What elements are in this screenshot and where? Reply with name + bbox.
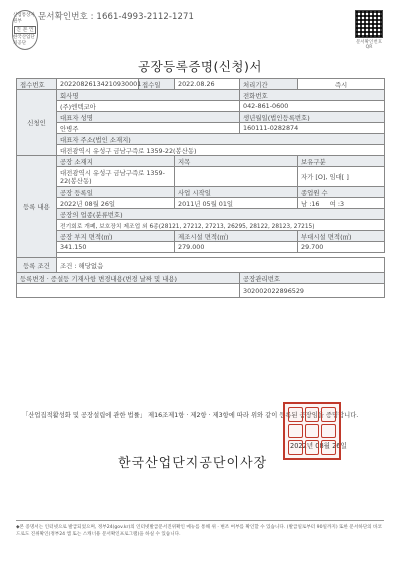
- rep-value: 안병주: [57, 123, 240, 134]
- mfg-area-value: 279.000: [175, 242, 298, 253]
- reg-date-label: 공장 등록일: [57, 187, 175, 198]
- receipt-no-label: 접수번호: [17, 79, 57, 90]
- authenticity-seal: [12, 10, 38, 50]
- company-value: (주)엔텍코아: [57, 101, 240, 112]
- conditions-value: 조건 : 해당없음: [57, 258, 385, 273]
- applicant-section-label: 신청인: [17, 90, 57, 156]
- industry-value: 전기회로 개폐, 보호장치 제조업 외 6종(28121, 27212, 27213, 26295, 28122, 28123, 27215): [57, 220, 385, 231]
- mfg-area-label: 제조시설 면적(㎡): [175, 231, 298, 242]
- doc-verify-number: 문서확인번호 : 1661-4993-2112-1271: [38, 12, 195, 22]
- certification-statement: 「산업집적활성화 및 공장설립에 관한 법률」 제16조제1항 · 제2항 · 제3항에 따라 위와 같이 등록된 공장임을 증명합니다.: [22, 412, 359, 419]
- birth-label: 생년월일(법인등록번호): [240, 112, 385, 123]
- receipt-date-label: 접수일: [139, 79, 175, 90]
- page-title: 공장등록증명(신청)서: [138, 59, 262, 74]
- factory-location-label: 공장 소재지: [57, 156, 175, 167]
- op-date-label: 사업 시작일: [175, 187, 298, 198]
- rep-label: 대표자 성명: [57, 112, 240, 123]
- phone-label: 전화번호: [240, 90, 385, 101]
- mgmt-no-label: 공장관리번호: [240, 273, 385, 284]
- change-value: [17, 284, 240, 298]
- site-area-value: 341.150: [57, 242, 175, 253]
- birth-value: 160111-0282874: [240, 123, 385, 134]
- lot-label: 지목: [175, 156, 298, 167]
- registration-form-table: [16, 78, 385, 298]
- ownership-value: 자가 [O], 임대[ ]: [298, 167, 385, 187]
- factory-location-value: 대전광역시 유성구 금남구즉로 1359-22(봉산동): [57, 167, 175, 187]
- company-label: 회사명: [57, 90, 240, 101]
- receipt-date-value: 2022.08.26: [175, 79, 240, 90]
- period-value: 즉시: [298, 79, 385, 90]
- address-value: 대전광역시 유성구 금남구즉로 1359-22(봉산동): [57, 145, 385, 156]
- phone-value: 042-861-0600: [240, 101, 385, 112]
- industry-label: 공장의 업종(분류번호): [57, 209, 385, 220]
- employees-value: 남 :16 여 :3: [298, 198, 385, 209]
- aux-area-value: 29.700: [298, 242, 385, 253]
- employees-label: 종업원 수: [298, 187, 385, 198]
- site-area-label: 공장 부지 면적(㎡): [57, 231, 175, 242]
- lot-value: [175, 167, 298, 187]
- period-label: 처리기간: [240, 79, 298, 90]
- aux-area-label: 부대시설 면적(㎡): [298, 231, 385, 242]
- ownership-label: 보유구분: [298, 156, 385, 167]
- registration-section-label: 등록 내용: [17, 156, 57, 258]
- official-seal-stamp: [283, 402, 341, 460]
- op-date-value: 2011년 05월 01일: [175, 198, 298, 209]
- issuer-name: 한국산업단지공단이사장: [118, 456, 268, 471]
- seal-text-top: 산업통상자원부: [13, 13, 35, 24]
- qr-code-icon: [355, 10, 383, 38]
- address-label: 대표자 주소(법인 소재지): [57, 134, 385, 145]
- change-label: 등록변경 · 증설등 기재사항 변경내용(변경 날짜 및 내용): [17, 273, 240, 284]
- footnote: ◆본 증명서는 인터넷으로 발급되었으며, 정부24(gov.kr)의 인터넷발급문서진위확인 메뉴를 통해 위 · 변조 여부를 확인할 수 있습니다. (발급일로부터 90일까지) 또한 문서하단의 바코드로도 진위확인(정부24 앱 또는 스캐너용 문서확인프로그램)을 하실 수 있습니다.: [16, 520, 384, 538]
- conditions-section-label: 등록 조건: [17, 258, 57, 273]
- qr-caption: 문서확인번호 QR: [355, 40, 383, 51]
- mgmt-no-value: 302002022896529: [240, 284, 385, 298]
- seal-text-mid: 진 본 인: [16, 26, 34, 33]
- seal-text-bottom: 한국산업단지공단: [13, 35, 35, 47]
- receipt-no-value: 20220826134210930001: [57, 79, 139, 90]
- receipt-row: [17, 79, 385, 90]
- reg-date-value: 2022년 08월 26일: [57, 198, 175, 209]
- issue-date: 2022년 08월 26일: [290, 442, 347, 450]
